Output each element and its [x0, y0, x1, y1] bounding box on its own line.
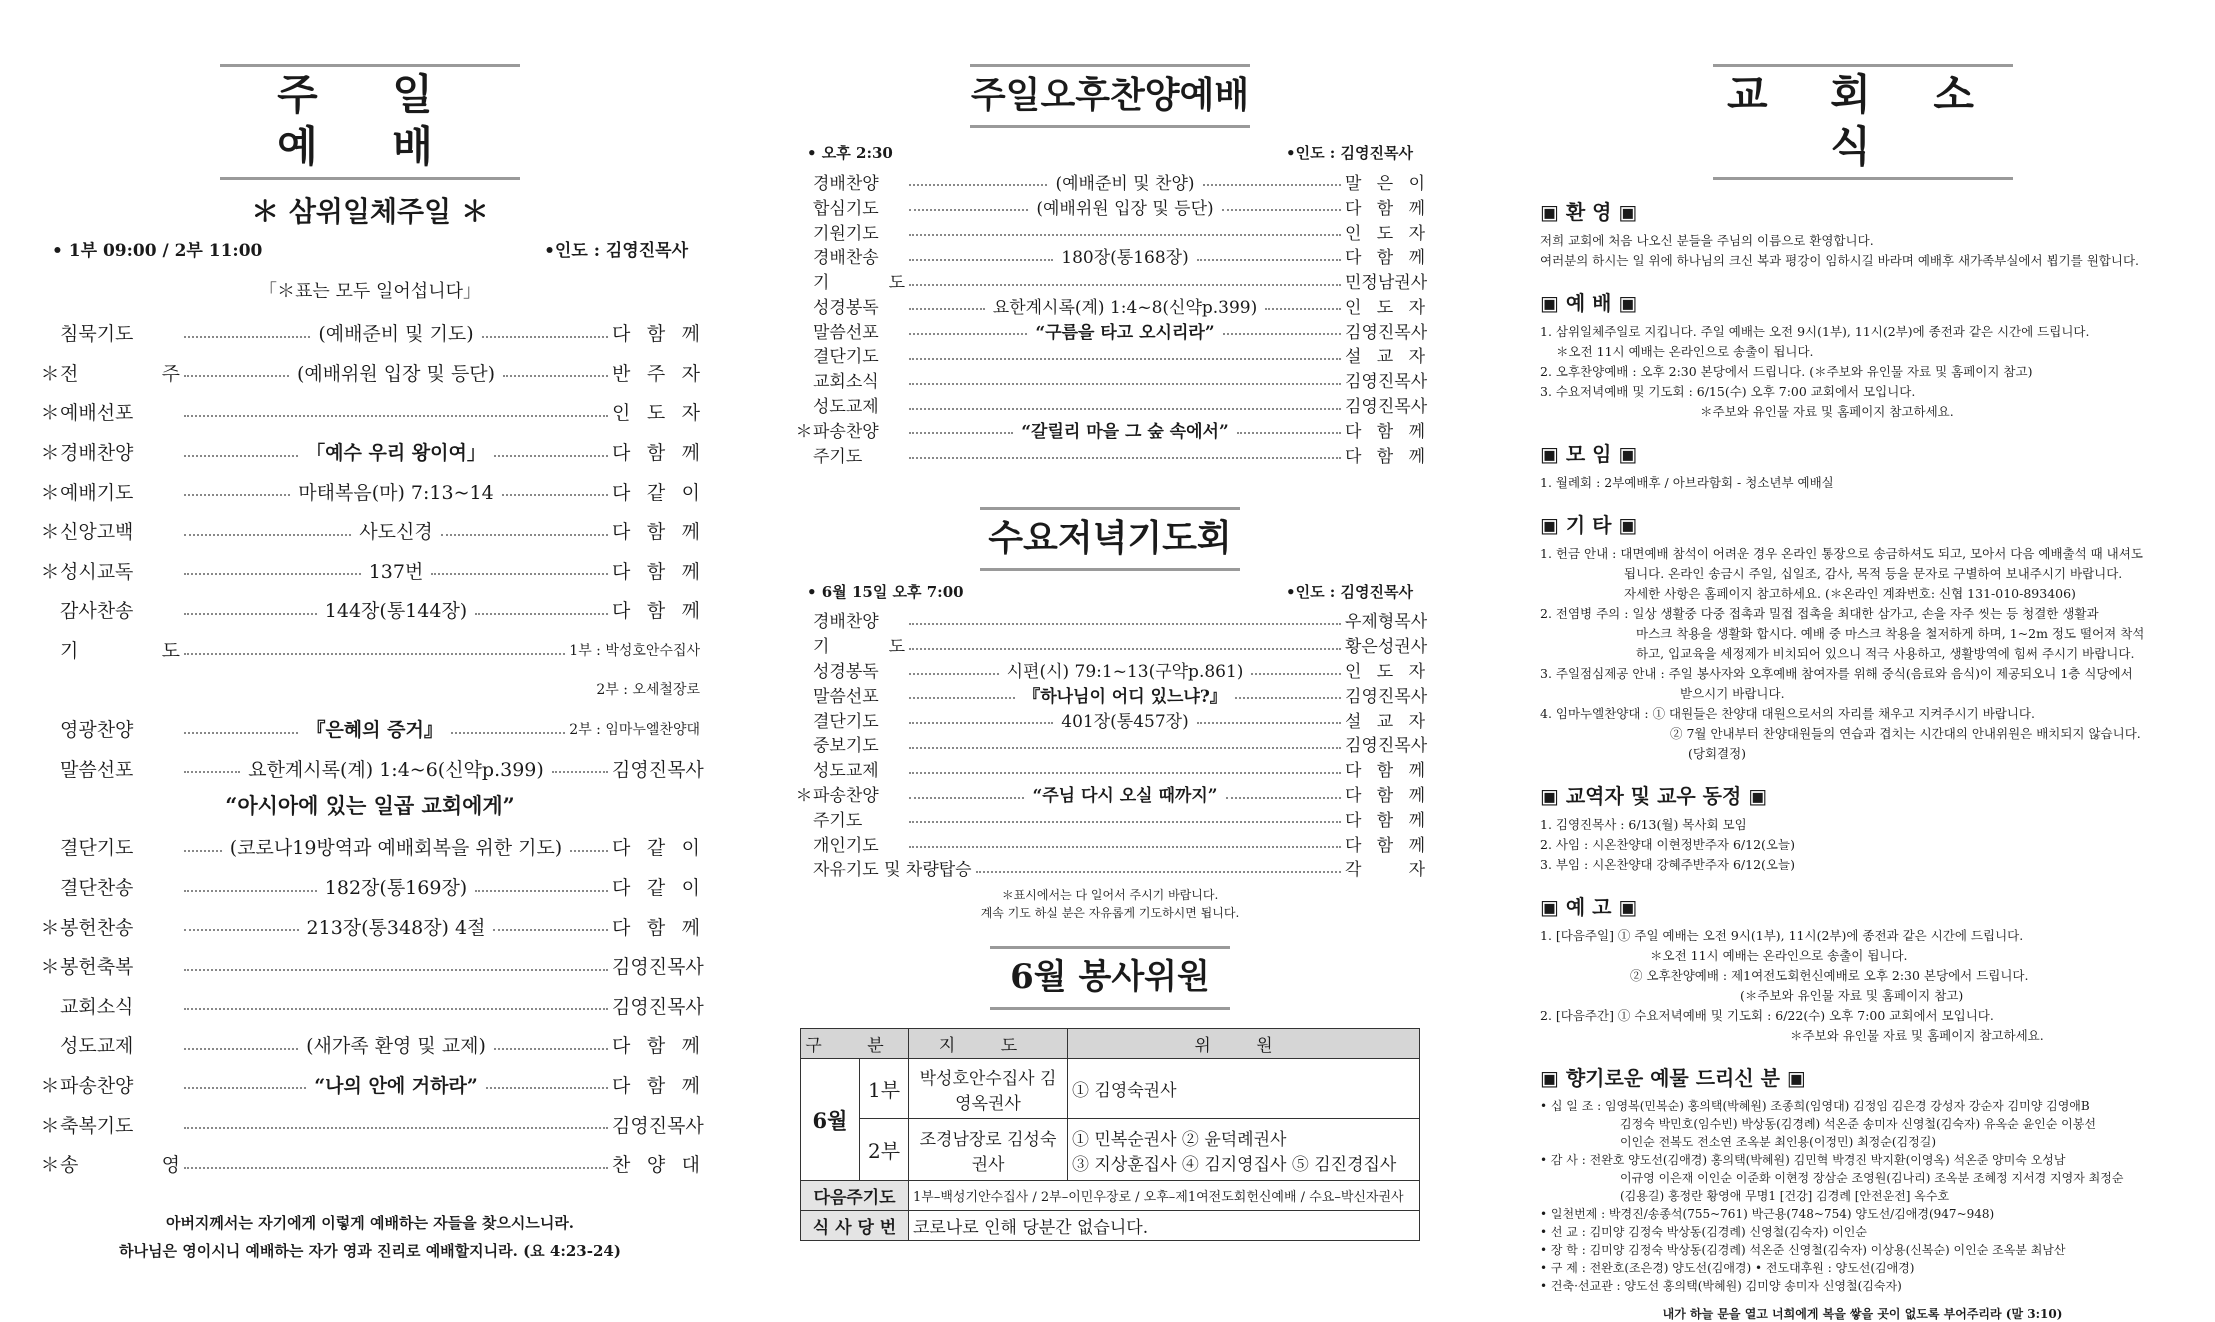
- order-person: 다 함 께: [612, 600, 701, 623]
- news-line: 받으시기 바랍니다.: [1680, 686, 1785, 701]
- order-label: 기 도: [60, 640, 180, 663]
- order-row: [40, 551, 700, 591]
- order-label: 합심기도: [813, 198, 879, 219]
- stand-marker: ＊: [40, 916, 60, 939]
- order-person: 김영진목사: [1345, 736, 1428, 757]
- order-label: 축복기도: [60, 1114, 134, 1137]
- news-line: 2. 사임 : 시온찬양대 이현정반주자 6/12(오늘): [1540, 837, 1795, 852]
- order-person: 2부 : 임마누엘찬양대: [569, 721, 701, 738]
- order-row: [40, 669, 700, 709]
- order-detail: 사도신경: [359, 521, 433, 544]
- order-detail: 401장(통457장): [1061, 711, 1189, 732]
- order-person: 다 함 께: [612, 442, 700, 465]
- order-person: 인 도 자: [612, 402, 700, 425]
- order-person: 다 함 께: [1345, 248, 1425, 269]
- order-label: 성경봉독: [813, 662, 879, 683]
- order-row: [40, 471, 700, 511]
- order-label: 주기도: [813, 810, 863, 831]
- service-meta: [40, 236, 700, 261]
- section-title: 수요저녁기도회: [980, 507, 1240, 571]
- order-row: [795, 367, 1428, 393]
- section-title: 교 회 소 식: [1713, 64, 2013, 180]
- news-line: 하고, 입교육을 세정제가 비치되어 있으니 적극 사용하고, 생활방역에 힘써 주시기 바랍니다.: [1636, 646, 2135, 661]
- order-row: [795, 682, 1428, 707]
- order-label: 신앙고백: [60, 521, 134, 544]
- order-row: [795, 806, 1425, 831]
- order-row: [795, 268, 1428, 294]
- order-label: 성경봉독: [813, 297, 879, 318]
- order-row: [40, 827, 700, 867]
- order-person: 민정남권사: [1345, 273, 1428, 294]
- order-row: [40, 946, 704, 986]
- news-line: ＊주보와 유인물 자료 및 홈페이지 참고하세요.: [1790, 1028, 2044, 1043]
- stand-marker: ＊: [40, 362, 60, 385]
- subtitle: ＊ 삼위일체주일 ＊: [251, 195, 489, 228]
- order-row: [795, 632, 1428, 658]
- service-time: • 오후 2:30: [807, 144, 893, 162]
- order-person: 다 함 께: [1345, 421, 1426, 442]
- order-label: 파송찬양: [60, 1074, 134, 1097]
- order-person: 다 같 이: [612, 837, 700, 860]
- stand-marker: ＊: [40, 1114, 60, 1137]
- order-person: 2부 : 오세철장로: [596, 682, 700, 699]
- news-line: 3. 수요저녁예배 및 기도회 : 6/15(수) 오후 7:00 교회에서 모입니다.: [1540, 384, 1916, 399]
- order-row: [795, 732, 1428, 757]
- order-person: 다 함 께: [612, 521, 701, 544]
- order-label: 교회소식: [60, 995, 134, 1018]
- order-label: 결단찬송: [60, 877, 134, 900]
- stand-marker: ＊: [40, 521, 60, 544]
- order-row: [40, 709, 700, 749]
- preview-news: [1540, 926, 2185, 1046]
- order-row: [795, 417, 1425, 442]
- service-time: • 6월 15일 오후 7:00: [807, 582, 964, 601]
- order-row: [795, 343, 1425, 368]
- volunteer-table: [800, 1028, 1420, 1241]
- stand-marker: ＊: [40, 560, 60, 583]
- news-line: ＊주보와 유인물 자료 및 홈페이지 참고하세요.: [1700, 404, 1954, 419]
- order-label: 예배선포: [60, 402, 134, 425]
- order-detail: (예배위원 입장 및 등단): [296, 362, 496, 385]
- news-heading: ▣ 모 임 ▣: [1540, 442, 1638, 466]
- news-line: 1. 김영진목사 : 6/13(월) 목사회 모임: [1540, 817, 1747, 832]
- order-label: 경배찬양: [60, 442, 134, 465]
- order-label: 전 주: [60, 362, 180, 385]
- table-header: 지 도: [909, 1029, 1068, 1059]
- order-row: [795, 169, 1425, 194]
- order-detail: (예배준비 및 기도): [318, 323, 474, 346]
- order-person: 다 함 께: [612, 323, 701, 346]
- order-label: 중보기도: [813, 736, 879, 757]
- news-heading: ▣ 환 영 ▣: [1540, 200, 1638, 224]
- order-label: 성시교독: [60, 560, 134, 583]
- news-line: • 구 제 : 전완호(조은경) 양도선(김애경) • 전도대후원 : 양도선(김애경): [1540, 1261, 1915, 1275]
- order-row: [795, 707, 1425, 732]
- order-label: 교회소식: [813, 372, 879, 393]
- afternoon-column: [795, 0, 1428, 1241]
- order-row: [795, 608, 1428, 633]
- order-label: 성도교제: [60, 1035, 134, 1058]
- order-row: [40, 867, 700, 907]
- table-header: 위 원: [1068, 1029, 1420, 1059]
- order-person: 김영진목사: [612, 995, 704, 1018]
- order-row: [795, 243, 1425, 268]
- afternoon-order: [795, 169, 1428, 467]
- news-line: 1. [다음주일] ① 주일 예배는 오전 9시(1부), 11시(2부)에 종전과 같은 시간에 드립니다.: [1540, 928, 2024, 943]
- meeting-news: [1540, 473, 2185, 493]
- news-heading: ▣ 예 고 ▣: [1540, 895, 1638, 919]
- order-row: [40, 1144, 700, 1184]
- stand-marker: ＊: [40, 481, 60, 504]
- order-label: 성도교제: [813, 761, 879, 782]
- news-line: (당회결정): [1688, 746, 1747, 761]
- order-detail: “주님 다시 오실 때까지”: [1032, 786, 1218, 807]
- order-person: 다 같 이: [612, 481, 700, 504]
- order-row: [40, 986, 704, 1026]
- news-line: 여러분의 하시는 일 위에 하나님의 크신 복과 평강이 임하시길 바라며 예배후 새가족부실에서 뵙기를 원합니다.: [1540, 253, 2140, 268]
- leader-cell: 박성호안수집사 김영옥권사: [909, 1059, 1068, 1119]
- church-news-column: [1540, 0, 2185, 1322]
- order-row: [795, 657, 1425, 682]
- verse-line: 아버지께서는 자기에게 이렇게 예배하는 자들을 찾으시느니라.: [165, 1214, 575, 1233]
- order-person: 김영진목사: [612, 1114, 704, 1137]
- service-leader: •인도 : 김영진목사: [1286, 582, 1413, 601]
- order-row: [40, 511, 700, 551]
- order-detail: 180장(통168장): [1061, 248, 1189, 269]
- order-label: 경배찬송: [813, 248, 879, 269]
- news-line: • 건축·선교관 : 양도선 홍의택(박혜원) 김미양 송미자 신영철(김숙자): [1540, 1279, 1902, 1293]
- order-detail: 요한계시록(계) 1:4~6(신약p.399): [248, 758, 544, 781]
- order-row: [40, 749, 704, 789]
- order-row: [40, 1104, 704, 1144]
- news-line: 1. 삼위일체주일로 지킵니다. 주일 예배는 오전 9시(1부), 11시(2부)에 종전과 같은 시간에 드립니다.: [1540, 324, 2090, 339]
- order-label: 경배찬양: [813, 173, 879, 194]
- order-person: 각 자: [1345, 860, 1425, 881]
- news-line: 자세한 사항은 홈페이지 참고하세요. (＊온라인 계좌번호: 신협 131-010-893406): [1624, 586, 2076, 601]
- section-title: 주 일 예 배: [220, 64, 520, 180]
- order-detail: 요한계시록(계) 1:4~8(신약p.399): [992, 297, 1258, 318]
- service-leader: •인도 : 김영진목사: [1286, 144, 1413, 162]
- news-line: • 선 교 : 김미양 김정숙 박상동(김경례) 신영철(김숙자) 이인순: [1540, 1225, 1867, 1239]
- order-detail: 144장(통144장): [324, 600, 468, 623]
- order-detail: 마태복음(마) 7:13~14: [298, 481, 494, 504]
- members-cell: ① 김영숙권사: [1068, 1059, 1420, 1119]
- part-cell: 2부: [860, 1119, 909, 1181]
- news-line: ② 7월 안내부터 찬양대원들의 연습과 겹치는 시간대의 안내위원은 배치되지 않습니다.: [1670, 726, 2141, 741]
- order-person: 반 주 자: [612, 362, 701, 385]
- order-label: 말씀선포: [60, 758, 134, 781]
- news-line: 마스크 착용을 생활화 합시다. 예배 중 마스크 착용을 철저하게 하며, 1~2m 정도 떨어져 착석: [1636, 626, 2145, 641]
- scripture-verse: [40, 1209, 700, 1265]
- order-label: 파송찬양: [813, 421, 879, 442]
- order-label: 파송찬양: [813, 786, 879, 807]
- order-person: 다 함 께: [1345, 446, 1425, 467]
- order-person: 인 도 자: [1345, 223, 1425, 244]
- order-row: [795, 856, 1425, 881]
- members-cell: [1068, 1119, 1420, 1181]
- order-person: 다 함 께: [1345, 810, 1425, 831]
- order-label: 감사찬송: [60, 600, 134, 623]
- stand-marker: ＊: [40, 1154, 60, 1177]
- order-label: 침묵기도: [60, 323, 134, 346]
- news-line: 2. 전염병 주의 : 일상 생활중 다중 접촉과 밀접 접촉을 최대한 삼가고, 손을 자주 씻는 등 청결한 생활과: [1540, 606, 2099, 621]
- order-row: [795, 831, 1425, 856]
- leader-cell: 조경남장로 김성숙권사: [909, 1119, 1068, 1181]
- sunday-worship-column: [40, 0, 704, 1265]
- section-title: 6월 봉사위원: [990, 946, 1230, 1010]
- order-row: [40, 1025, 700, 1065]
- order-label: 경배찬양: [813, 612, 879, 633]
- order-person: 1부 : 박성호안수집사: [569, 642, 700, 659]
- order-person: 다 함 께: [1345, 786, 1425, 807]
- order-of-service-2: [40, 827, 704, 1183]
- order-person: 인 도 자: [1345, 662, 1426, 683]
- service-leader: •인도 : 김영진목사: [544, 241, 688, 261]
- order-detail: (새가족 환영 및 교제): [306, 1035, 486, 1058]
- news-line: • 감 사 : 전완호 양도선(김애경) 홍의택(박혜원) 김민혁 박경진 박지환(이영옥) 석온준 양미숙 오성남: [1540, 1153, 2066, 1167]
- order-person: 다 함 께: [1345, 761, 1425, 782]
- stand-marker: ＊: [795, 786, 813, 807]
- worship-news: [1540, 322, 2185, 422]
- news-line: 이인순 전복도 전소연 조옥분 최인용(이정민) 최정순(김정길): [1620, 1135, 1937, 1149]
- order-detail: 182장(통169장): [324, 877, 468, 900]
- misc-news: [1540, 544, 2185, 764]
- order-row: [795, 781, 1425, 806]
- order-label: 말씀선포: [813, 322, 879, 343]
- wednesday-order: [795, 608, 1428, 881]
- order-detail: (코로나19방역과 예배회복을 위한 기도): [229, 837, 563, 860]
- order-person: 김영진목사: [612, 956, 704, 979]
- part-cell: 1부: [860, 1059, 909, 1119]
- service-meta: [795, 142, 1425, 163]
- order-label: 송 영: [60, 1154, 180, 1177]
- verse-line: 하나님은 영이시니 예배하는 자가 영과 진리로 예배할지니라. (요 4:23-24): [119, 1242, 621, 1261]
- news-heading: ▣ 교역자 및 교우 동정 ▣: [1540, 784, 1768, 808]
- news-line: 이규영 이은재 이인순 이준화 이현정 장삼순 조영원(김나리) 조옥분 조혜정 지서경 지영자 최정순: [1620, 1171, 2124, 1185]
- order-row: [795, 756, 1425, 781]
- news-line: ＊오전 11시 예배는 온라인으로 송출이 됩니다.: [1650, 948, 1908, 963]
- order-label: 말씀선포: [813, 686, 879, 707]
- members-line: ① 민복순권사 ② 윤덕례권사: [1072, 1129, 1287, 1150]
- order-detail: 시편(시) 79:1~13(구약p.861): [1006, 662, 1244, 683]
- order-label: 자유기도 및 차량탑승: [813, 860, 972, 881]
- order-row: [40, 432, 700, 472]
- order-detail: 「예수 우리 왕이여」: [306, 442, 486, 465]
- order-label: 개인기도: [813, 835, 879, 856]
- order-person: 김영진목사: [1345, 372, 1428, 393]
- order-person: 김영진목사: [1345, 322, 1428, 343]
- order-detail: 『은혜의 증거』: [306, 719, 443, 742]
- news-heading: ▣ 향기로운 예물 드리신 분 ▣: [1540, 1066, 1806, 1090]
- order-detail: “갈릴리 마을 그 숲 속에서”: [1021, 421, 1229, 442]
- news-line: (＊주보와 유인물 자료 및 홈페이지 참고): [1740, 988, 1964, 1003]
- order-person: 우제형목사: [1345, 612, 1428, 633]
- order-label: 영광찬양: [60, 719, 134, 742]
- order-person: 다 함 께: [612, 1074, 701, 1097]
- order-row: [795, 293, 1425, 318]
- order-label: 결단기도: [813, 711, 879, 732]
- section-title: 주일오후찬양예배: [970, 64, 1250, 128]
- offering-news: [1540, 1097, 2185, 1295]
- order-row: [795, 318, 1428, 343]
- order-detail: (예배위원 입장 및 등단): [1036, 198, 1214, 219]
- order-person: 김영진목사: [612, 758, 704, 781]
- order-label: 성도교제: [813, 397, 879, 418]
- sermon-title: “아시아에 있는 일곱 교회에게”: [225, 793, 515, 819]
- order-person: 다 함 께: [1345, 198, 1425, 219]
- order-of-service: [40, 313, 704, 788]
- news-line: 3. 주일점심제공 안내 : 주일 봉사자와 오후예배 참여자를 위해 중식(음료와 음식)이 제공되오니 1층 식당에서: [1540, 666, 2133, 681]
- order-row: [795, 219, 1425, 244]
- stand-marker: ＊: [40, 402, 60, 425]
- news-line: 2. [다음주간] ① 수요저녁예배 및 기도회 : 6/22(수) 오후 7:00 교회에서 모입니다.: [1540, 1008, 1994, 1023]
- welcome-text: [1540, 231, 2185, 271]
- news-line: ＊오전 11시 예배는 온라인으로 송출이 됩니다.: [1556, 344, 1814, 359]
- order-person: 다 함 께: [612, 1035, 700, 1058]
- order-label: 결단기도: [60, 837, 134, 860]
- next-prayer-label: 다음주기도: [801, 1181, 909, 1211]
- standing-notice: 「＊표는 모두 일어섭니다」: [259, 281, 481, 302]
- order-row: [40, 590, 700, 630]
- news-line: 4. 임마누엘찬양대 : ① 대원들은 찬양대 대원으로서의 자리를 채우고 지켜주시기 바랍니다.: [1540, 706, 2035, 721]
- members-line: ③ 지상훈집사 ④ 김지영집사 ⑤ 김진경집사: [1072, 1154, 1397, 1175]
- order-label: 봉헌축복: [60, 956, 134, 979]
- news-line: 저희 교회에 처음 나오신 분들을 주님의 이름으로 환영합니다.: [1540, 233, 1874, 248]
- order-person: 다 같 이: [612, 877, 701, 900]
- order-person: 말 은 이: [1345, 173, 1425, 194]
- service-time: • 1부 09:00 / 2부 11:00: [52, 241, 263, 261]
- order-label: 기원기도: [813, 223, 879, 244]
- news-line: 됩니다. 온라인 송금시 주일, 십일조, 감사, 목적 등을 문자로 구별하여 보내주시기 바랍니다.: [1624, 566, 2123, 581]
- order-person: 설 교 자: [1345, 711, 1425, 732]
- stand-marker: ＊: [40, 956, 60, 979]
- order-person: 다 함 께: [612, 916, 700, 939]
- meal-duty-label: 식 사 당 번: [801, 1211, 909, 1241]
- stand-marker: ＊: [40, 442, 60, 465]
- note-line: ＊표시에서는 다 일어서 주시기 바랍니다.: [1001, 888, 1219, 903]
- stand-marker: ＊: [795, 421, 813, 442]
- order-row: [40, 392, 700, 432]
- order-row: [40, 630, 700, 670]
- news-line: • 일천번제 : 박경진/송종석(755~761) 박근용(748~754) 양도선/김애경(947~948): [1540, 1207, 1995, 1221]
- staff-news: [1540, 815, 2185, 875]
- news-line: 김정숙 박민호(임수빈) 박상동(김경례) 석온준 송미자 신영철(김숙자) 유옥순 윤인순 이봉선: [1620, 1117, 2096, 1131]
- news-heading: ▣ 기 타 ▣: [1540, 513, 1638, 537]
- table-header: 구 분: [801, 1029, 909, 1059]
- order-row: [795, 442, 1425, 467]
- month-cell: 6월: [801, 1059, 860, 1181]
- news-line: 2. 오후찬양예배 : 오후 2:30 본당에서 드립니다. (＊주보와 유인물 자료 및 홈페이지 참고): [1540, 364, 2033, 379]
- order-detail: “구름을 타고 오시리라”: [1035, 322, 1215, 343]
- order-detail: 『하나님이 어디 있느냐?』: [1023, 686, 1227, 707]
- note-line: 계속 기도 하실 분은 자유롭게 기도하시면 됩니다.: [980, 906, 1240, 921]
- order-person: 김영진목사: [1345, 686, 1428, 707]
- order-person: 찬 양 대: [612, 1154, 700, 1177]
- order-row: [40, 1065, 700, 1105]
- order-person: 설 교 자: [1345, 347, 1425, 368]
- order-detail: “나의 안에 거하라”: [314, 1074, 478, 1097]
- order-row: [795, 392, 1428, 418]
- order-person: 김영진목사: [1345, 397, 1428, 418]
- order-detail: (예배준비 및 찬양): [1055, 173, 1195, 194]
- news-line: 1. 헌금 안내 : 대면예배 참석이 어려운 경우 온라인 통장으로 송금하셔도 되고, 모아서 다음 예배출석 때 내셔도: [1540, 546, 2143, 561]
- news-line: (김용길) 홍정란 황영애 무명1 [건강] 김경례 [안전운전] 옥수호: [1620, 1189, 1950, 1203]
- order-row: [40, 353, 700, 393]
- next-prayer-value: 1부–백성기안수집사 / 2부–이민우장로 / 오후–제1여전도회헌신예배 / 수요–박신자권사: [909, 1181, 1420, 1211]
- news-heading: ▣ 예 배 ▣: [1540, 291, 1638, 315]
- news-line: • 장 학 : 김미양 김정숙 박상동(김경례) 석온준 신영철(김숙자) 이상용(신복순) 이인순 조옥분 최남산: [1540, 1243, 2066, 1257]
- order-label: 봉헌찬송: [60, 916, 134, 939]
- news-line: ② 오후찬양예배 : 제1여전도회헌신예배로 오후 2:30 본당에서 드립니다.: [1630, 968, 2029, 983]
- order-label: 주기도: [813, 446, 863, 467]
- order-label: 기 도: [813, 637, 905, 658]
- meal-duty-value: 코로나로 인해 당분간 없습니다.: [909, 1211, 1420, 1241]
- news-line: 1. 월례회 : 2부예배후 / 아브라함회 - 청소년부 예배실: [1540, 475, 1834, 490]
- order-person: 황은성권사: [1345, 637, 1428, 658]
- order-person: 인 도 자: [1345, 297, 1425, 318]
- order-label: 예배기도: [60, 481, 134, 504]
- order-row: [40, 906, 700, 946]
- order-detail: 213장(통348장) 4절: [306, 916, 486, 939]
- closing-verse: 내가 하늘 문을 열고 너희에게 복을 쌓을 곳이 없도록 부어주리라 (말 3:10): [1662, 1307, 2063, 1321]
- stand-marker: ＊: [40, 1074, 60, 1097]
- service-meta: [795, 581, 1425, 602]
- order-label: 기 도: [813, 273, 905, 294]
- news-line: • 십 일 조 : 임영복(민복순) 홍의택(박혜원) 조종희(임영대) 김정임 김은경 강성자 강순자 김미양 김영애B: [1540, 1099, 2090, 1113]
- order-detail: 137번: [368, 560, 424, 583]
- order-row: [795, 194, 1425, 219]
- news-line: 3. 부임 : 시온찬양대 강혜주반주자 6/12(오늘): [1540, 857, 1795, 872]
- order-row: [40, 313, 700, 353]
- order-label: 결단기도: [813, 347, 879, 368]
- note: [795, 886, 1425, 922]
- order-person: 다 함 께: [612, 560, 700, 583]
- order-person: 다 함 께: [1345, 835, 1425, 856]
